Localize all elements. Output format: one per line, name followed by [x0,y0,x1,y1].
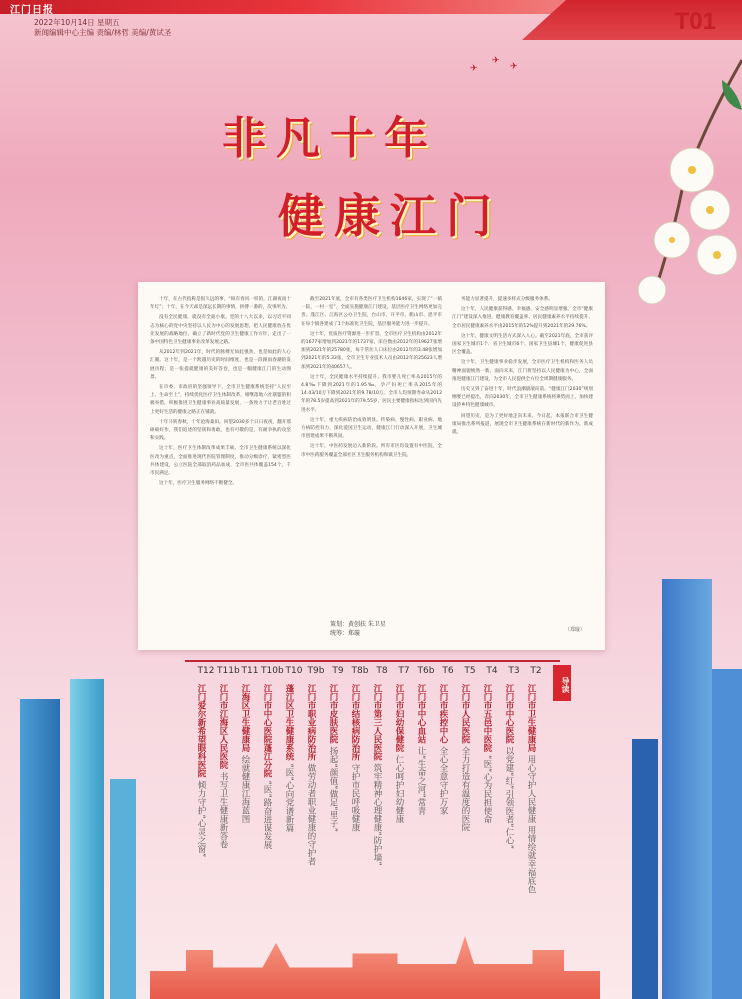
guide-item-text [261,684,273,924]
page-number: T01 [674,8,716,35]
guide-item-title: 江门市皮肤医院 [328,684,338,744]
guide-page-code: T9b [307,666,325,676]
building-decoration [632,739,658,999]
guide-item-title: 江门市五邑中医院 [482,684,492,752]
guide-item-title: 江门市职业病防治所 [306,684,316,761]
article-signature: （郑璇） [564,627,585,633]
guide-page-code: T5 [464,666,476,676]
guide-item[interactable] [481,666,503,924]
building-decoration [20,699,60,999]
guide-page-code: T8 [376,666,388,676]
guide-item[interactable] [459,666,481,924]
guide-page-code: T4 [486,666,498,676]
flower-branch-decoration [592,40,742,320]
guide-item-text [437,684,449,924]
article-paragraph: 十年，在古代指称是很久远的事，“纵有春风一样的，江湖夜雨十年灯”；十年，在今天却是深远长期的事情，拼搏一番的，次事所为。 [150,297,291,311]
guide-item-text [415,684,427,924]
guide-item-title: 江门市结核病防治所 [350,684,360,761]
article-paragraph: 这十年，优质医疗资源进一步扩容。全市医疗卫生机构由2012年的1677家增加到2021年的1737家，床位数由2012年的19627张增加到2021年的25780张，每千常住人口床位由2012年的3.48张增加到2021年的5.33张，全市卫生专业技术人员由2012年的25623人增加到2021年的40657人。 [301,331,442,370]
guide-item[interactable] [261,666,283,924]
guide-page-code: T8b [351,666,369,676]
building-decoration [712,669,742,999]
guide-item-subtitle: 以党建“红”引领医者“仁心” [504,746,514,850]
building-decoration [70,679,104,999]
guide-item-subtitle: “医”心向党谱新篇 [284,763,294,832]
guide-page-code: T12 [197,666,215,676]
guide-item[interactable] [371,666,393,924]
article-paragraph: 这十年，人民健康获得感、幸福感、安全感明显增强。全市“健康江门”建设深入推进，健康教育覆盖率、居民健康素养水平持续提升，全市居民健康素养水平由2015年的12%提升到2021年的29.76%。 [452,307,593,329]
guide-item-title: 江海区卫生健康局 [240,684,250,752]
guide-item-subtitle: 倾力守护“心灵之窗” [196,780,206,858]
article-paragraph: 这十年，健康文明生活方式深入人心。截至2021年底，全市获评国家卫生城市1个、省卫生城市6个、国家卫生县城1个，健康促进县区全覆盖。 [452,333,593,356]
article-paragraph: 没有全民健康，就没有全面小康。党的十八大以来，以习近平同志为核心的党中央坚持以人民为中心的发展思想，把人民健康放在优先发展的战略地位，确立了新时代党的卫生健康工作方针，走出了一条中国特色卫生健康事业改革发展之路。 [150,315,291,346]
article-columns [150,296,593,626]
headline-line-1: 非凡十年 [222,113,438,164]
guide-item-subtitle: 扬起“颜值”做足“里子” [328,746,338,833]
guide-item-subtitle: 守护市民呼吸健康 [350,763,360,832]
headline-line-2: 健康江门 [278,189,502,243]
bird-icon: ✈ [510,62,518,72]
bird-icon: ✈ [470,64,478,74]
guide-item[interactable] [283,666,305,924]
guide-item[interactable] [349,666,371,924]
article-paragraph: 在市委、市政府的坚强领导下，全市卫生健康系统坚持“人民至上、生命至上”，持续优化医疗卫生体制改革，相继落地六社联盟的积极举措，积极推进卫生健康事业高质量发展，一条致力于让老百姓过上更好生活的健康之路正在铺就。 [150,385,291,415]
guide-item-title: 江门市中心医院 [504,684,514,744]
guide-item[interactable] [415,666,437,924]
guide-item-title: 江门市妇幼保健院 [394,684,404,752]
guide-item-text [459,684,471,924]
guide-item-subtitle: 全心全意守护万家 [438,746,448,815]
building-decoration [662,579,712,999]
guide-page-code: T9 [332,666,344,676]
guide-item-text [239,684,251,924]
guide-item-title: 江门市疾控中心 [438,684,448,744]
guide-item[interactable] [239,666,261,924]
guide-item[interactable] [393,666,415,924]
guide-item-title: 江门市江海区人民医院 [218,684,228,769]
article-paragraph: 历史又到了奋进十年，时代浪潮滚滚向前。“健康江门2030”规划纲要已经提出，奔向2030年，全市卫生健康系统将乘势而上，加快建设侨乡特色健康城市。 [452,387,593,409]
planning-credits [330,620,386,638]
article-paragraph: 回望历史，是为了更好地走向未来。今日起，本报联合市卫生健康局推出系列报道，展现全市卫生健康系统在新时代的新作为、新成就。 [452,413,593,436]
article-column-3 [452,296,593,626]
guide-item-subtitle: 全力打造有温度的医院 [460,746,470,832]
guide-page-code: T7 [398,666,410,676]
article-paragraph: 这十年，全民健康水平持续提升。我市婴儿死亡率从2015年的4.8‰下降到2021年的1.95‰，孕产妇死亡率从2015年的14.43/10万下降到2021年的9.78/10万。全市人均预期寿命从2012年的78.5岁提高到2021年的79.55岁，居民主要健康指标达到国内先进水平。 [301,374,442,413]
newspaper-logo: 江门日报 [10,5,54,16]
guide-item-text [305,684,317,924]
guide-item-subtitle: 绘就健康江海蓝图 [240,754,250,823]
article-column-2 [301,296,442,626]
building-decoration [110,779,136,999]
planning-line: 策划：黄创扶 朱卫星 [330,621,386,628]
guide-item-subtitle: 筑牢精神心理健康“防护墙” [372,763,382,866]
guide-item-text [327,684,339,924]
guide-item-title: 江门市卫生健康局 [526,684,536,752]
guide-item-text [283,684,295,924]
article-paragraph: 十年斗转春秋，十年沧海桑田。回望2030多个日日夜夜，翻开那硕硕好作，我们追述的坚韧和勇敢，也有可敬的是，有耐争执的攻坚和实践。 [150,419,291,442]
guide-item[interactable] [525,666,547,924]
guide-item-text [371,684,383,924]
guide-item[interactable] [195,666,217,924]
guide-item-subtitle: “医”心为民担使命 [482,754,492,824]
guide-item-text [217,684,229,924]
guide-item-title: 蓬江区卫生健康系统 [284,684,294,761]
issue-date: 2022年10月14日 星期五 [34,18,120,27]
guide-page-code: T10 [285,666,303,676]
guide-item-text [503,684,515,924]
guide-item-title: 江门市中心血站 [416,684,426,744]
article-paragraph: 从2012年到2021年，时代的脉搏无如此强劲，也是如此的人心汇聚。这十年，是一个跨越历史的时间维度，也是一段跟雨春潮的发展历程；是一张提就健康的美好答卷，也是一幅健康江门的生动图景。 [150,350,291,380]
guide-badge: 导读 [553,665,571,701]
guide-page-code: T10b [261,666,284,676]
coordination-line: 统筹：郑璇 [330,630,361,637]
guide-item-title: 江门爱尔新希望眼科医院 [196,684,206,778]
guide-item-text [349,684,361,924]
guide-item[interactable] [217,666,239,924]
article-panel [138,282,605,650]
guide-item[interactable] [437,666,459,924]
guide-item-subtitle: 做劳动者职业健康的守护者 [306,763,316,866]
guide-item-subtitle: 仁心呵护妇幼健康 [394,754,404,823]
guide-page-code: T11b [217,666,240,676]
guide-page-code: T2 [530,666,542,676]
issue-meta [34,18,171,38]
guide-item[interactable] [503,666,525,924]
article-paragraph: 这十年，重大疾病防治成效明显。传染病、慢性病、职业病、地方病防控有力，深化爱国卫生运动，健康江门行动深入开展，卫生城市创建成果不断巩固。 [301,417,442,440]
guide-item-text [525,684,537,924]
guide-item-subtitle: 让“生命之河”常青 [416,746,426,815]
guide-item-title: 江门市中心医院蓬江分院 [262,684,272,778]
bird-icon: ✈ [492,56,500,66]
article-paragraph: 这十年，医疗卫生体制改革成果丰硕。全市卫生健康系统以深化医改为重点，全面推进现代医院管理制度，推动分级诊疗、紧密型医共体建设，公立医院全部取消药品加成，全市医共体覆盖154个，千市民满足。 [150,446,291,477]
guide-item[interactable] [327,666,349,924]
article-paragraph: 这十年，医疗卫生服务网络不断健全。 [159,481,238,487]
guide-page-code: T3 [508,666,520,676]
guide-timeline [185,660,560,662]
article-paragraph: 截至2021年底，全市有各类医疗卫生机构1646家，实现了“一镇一院、一村一室”，全面实施健康江门建设，基层医疗卫生网络更加完善。蓬江区、江海区公办卫生院，台山市、开平市、鹤山市、恩平市在每个镇各建成了1个标准化卫生院，基层服务能力进一步提升。 [301,297,442,327]
guide-item-subtitle: 用心守护人民健康 用情绘就幸福底色 [526,754,536,894]
guide-item-title: 江门市第三人民医院 [372,684,382,761]
article-paragraph: 务能力显著提升，提速多样式分级服务体系。 [461,297,553,302]
guide-item-title: 江门市人民医院 [460,684,470,744]
guide-item-text [481,684,493,924]
guide-item-text [393,684,405,924]
article-column-1 [150,296,291,626]
article-paragraph: 这十年，中医药发展迈入新阶段。所有市区均设置有中医院，全市中医药服务覆盖全部社区卫生服务机构和镇卫生院。 [301,444,442,458]
city-silhouette [150,929,600,999]
guide-item[interactable] [305,666,327,924]
guide-page-code: T6 [442,666,454,676]
guide-item-subtitle: “医”路奋进谋发展 [262,780,272,849]
article-paragraph: 这十年，卫生健康事业稳步发展，全市医疗卫生机构和医务人员精神面貌焕然一新。面向未来，江门将坚持以人民健康为中心，全面推进健康江门建设，为全市人民提供全方位全周期健康服务。 [452,360,593,382]
guide-page-code: T6b [417,666,435,676]
guide-page-code: T11 [241,666,259,676]
guide-item-text [195,684,207,924]
guide-item-subtitle: 书写卫生健康新答卷 [218,771,228,849]
editor-credits: 新闻编辑中心主编 责编/林哲 美编/黄试圣 [34,28,172,37]
